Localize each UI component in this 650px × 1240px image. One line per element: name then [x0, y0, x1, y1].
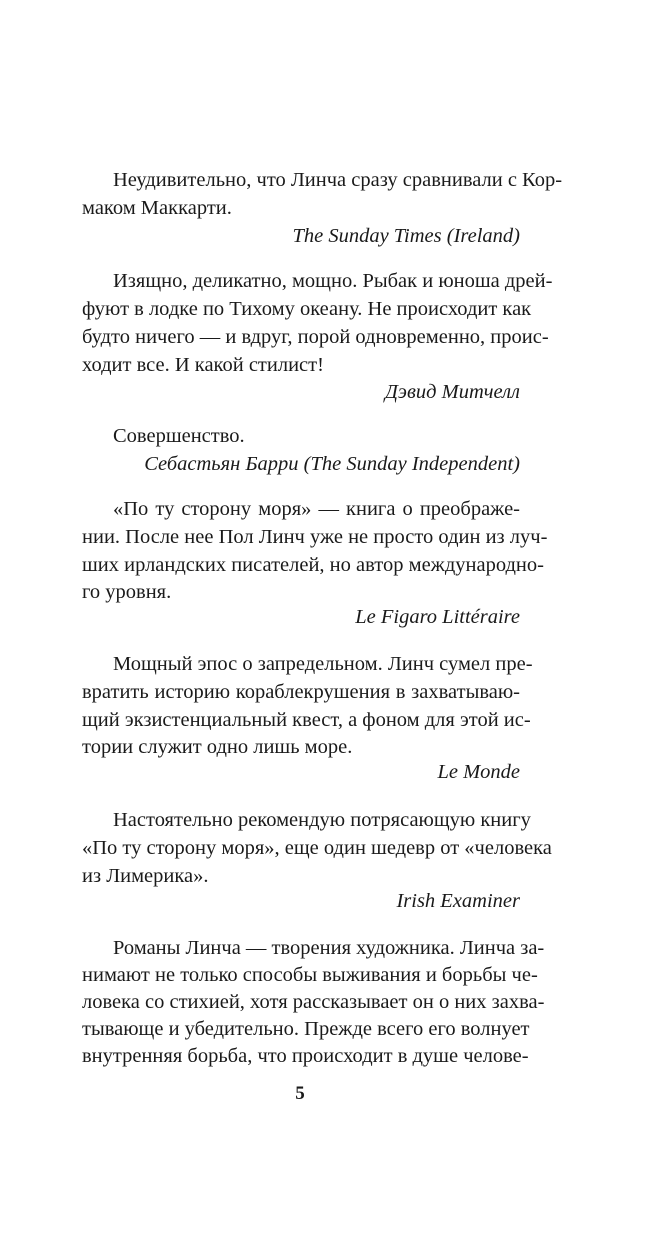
- text-line: вратить историю кораблекрушения в захватываю-: [82, 681, 520, 703]
- text-line: Изящно, деликатно, мощно. Рыбак и юноша дрей-: [113, 270, 553, 292]
- text-line: тории служит одно лишь море.: [82, 736, 353, 758]
- text-line: ходит все. И какой стилист!: [82, 354, 324, 376]
- text-line: тывающе и убедительно. Прежде всего его волнует: [82, 1018, 530, 1040]
- review-source: Дэвид Митчелл: [384, 381, 520, 403]
- text-line: Настоятельно рекомендую потрясающую книгу: [113, 809, 531, 831]
- text-line: щий экзистенциальный квест, а фоном для этой ис-: [82, 709, 531, 731]
- text-line: маком Маккарти.: [82, 197, 232, 219]
- text-line: го уровня.: [82, 581, 172, 603]
- review-source: Le Monde: [437, 761, 520, 783]
- text-line: «По ту сторону моря» — книга о преображе-: [113, 498, 520, 520]
- text-line: Неудивительно, что Линча сразу сравнивали с Кор-: [113, 169, 563, 191]
- text-line: из Лимерика».: [82, 865, 209, 887]
- review-source: The Sunday Times (Ireland): [292, 225, 520, 247]
- review-source: Irish Examiner: [396, 890, 520, 912]
- text-line: Мощный эпос о запредельном. Линч сумел пре-: [113, 653, 533, 675]
- review-source: Себастьян Барри (The Sunday Independent): [144, 453, 520, 475]
- text-line: будто ничего — и вдруг, порой одновременно, проис-: [82, 326, 549, 348]
- review-source: Le Figaro Littéraire: [355, 606, 520, 628]
- text-line: Романы Линча — творения художника. Линча за-: [113, 937, 545, 959]
- page-number: 5: [295, 1083, 305, 1104]
- text-line: внутренняя борьба, что происходит в душе челове-: [82, 1045, 529, 1067]
- text-line: ловека со стихией, хотя рассказывает он о них захва-: [82, 991, 545, 1013]
- text-line: «По ту сторону моря», еще один шедевр от «человека: [82, 837, 552, 859]
- text-line: Совершенство.: [113, 425, 245, 447]
- text-line: нии. После нее Пол Линч уже не просто один из луч-: [82, 526, 548, 548]
- text-line: фуют в лодке по Тихому океану. Не происходит как: [82, 298, 532, 320]
- text-line: ших ирландских писателей, но автор международно-: [82, 554, 544, 576]
- text-line: нимают не только способы выживания и борьбы че-: [82, 964, 538, 986]
